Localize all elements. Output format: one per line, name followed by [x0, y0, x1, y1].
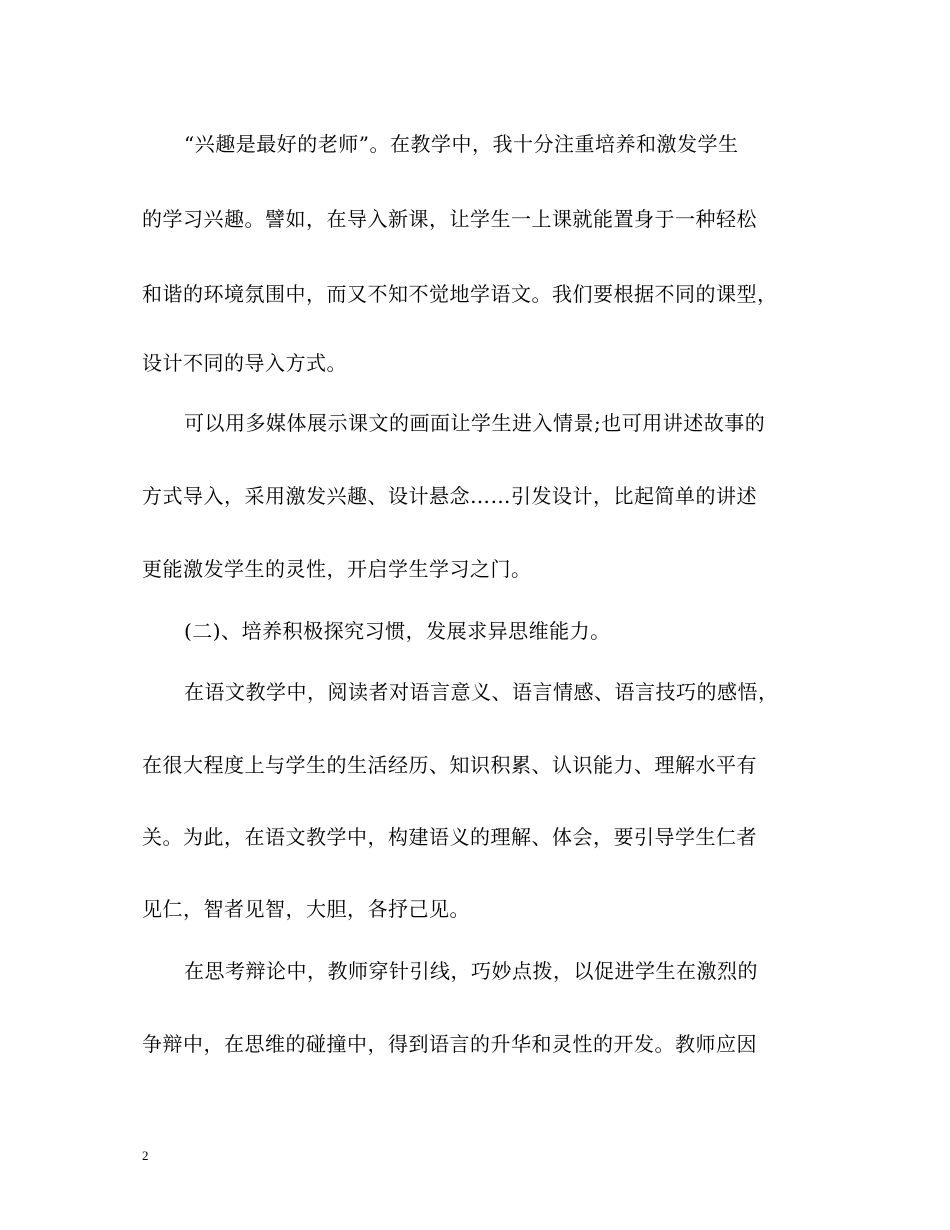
page-number: 2 [142, 1148, 149, 1163]
text-line: 的学习兴趣。譬如，在导入新课，让学生一上课就能置身于一种轻松 [142, 207, 757, 231]
text-line: 更能激发学生的灵性，开启学生学习之门。 [142, 557, 532, 581]
text-line: 在很大程度上与学生的生活经历、知识积累、认识能力、理解水平有 [142, 753, 757, 777]
text-line: 方式导入，采用激发兴趣、设计悬念……引发设计，比起简单的讲述 [142, 484, 757, 508]
text-line: 争辩中，在思维的碰撞中，得到语言的升华和灵性的开发。教师应因 [142, 1032, 757, 1056]
text-line: 见仁，智者见智，大胆，各抒己见。 [142, 897, 470, 921]
text-line: “兴趣是最好的老师”。在教学中，我十分注重培养和激发学生 [184, 132, 739, 156]
text-line: 在语文教学中，阅读者对语言意义、语言情感、语言技巧的感悟， [184, 680, 779, 704]
text-line: 可以用多媒体展示课文的画面让学生进入情景;也可用讲述故事的 [184, 411, 766, 435]
text-line: 关。为此，在语文教学中，构建语义的理解、体会，要引导学生仁者 [142, 825, 757, 849]
text-line: 在思考辩论中，教师穿针引线，巧妙点拨，以促进学生在激烈的 [184, 959, 758, 983]
section-heading: (二)、培养积极探究习惯，发展求异思维能力。 [184, 619, 611, 643]
text-line: 设计不同的导入方式。 [142, 351, 347, 375]
text-line: 和谐的环境氛围中，而又不知不觉地学语文。我们要根据不同的课型， [142, 282, 778, 306]
